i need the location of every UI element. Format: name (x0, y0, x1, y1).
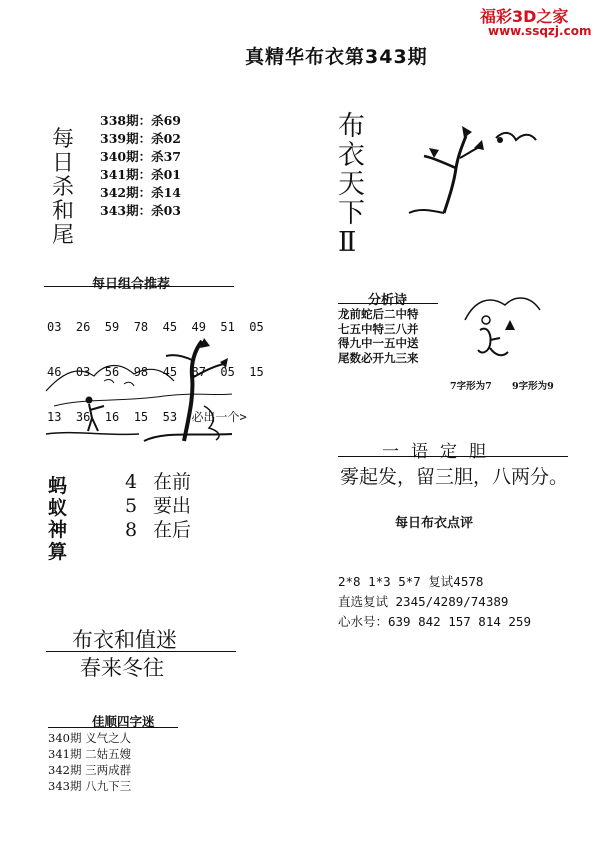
watermark-site-name: 福彩3D之家 (480, 7, 569, 26)
ant-heading: 蚂蚁神算 (48, 475, 68, 563)
four-char-row: 341期 二姑五嫂 (48, 747, 132, 761)
ant-text: 在前 (153, 471, 192, 493)
combo-row: 13 36 16 15 53 必出一个> (47, 410, 247, 424)
landscape-hunter-illustration (44, 336, 234, 446)
kill-item: 340期：杀37 (100, 149, 181, 164)
ant-rows (125, 470, 191, 542)
figure-sketch-illustration (460, 290, 570, 370)
ant-text: 要出 (153, 495, 192, 517)
poem-line: 龙前蛇后二中特 (338, 307, 419, 321)
poem-line: 七五中特三八并 (338, 321, 419, 336)
combo-row: 46 03 56 98 45 87 05 15 (47, 365, 264, 379)
four-char-title: 佳顺四字迷 (92, 714, 155, 729)
review-title: 每日布衣点评 (395, 516, 474, 531)
ant-row (125, 470, 191, 494)
phrase-text: 雾起发，留三胆，八两分。 (340, 466, 569, 488)
kill-item: 339期：杀02 (100, 131, 181, 146)
four-char-row: 343期 八九下三 (48, 779, 132, 793)
kill-item: 338期：杀69 (100, 113, 181, 128)
divider (338, 303, 438, 304)
poem-lines (338, 307, 419, 365)
daily-combo-title: 每日组合推荐 (92, 277, 171, 292)
four-char-rows (48, 730, 131, 794)
ant-number: 5 (125, 495, 138, 517)
four-char-row: 340期 义气之人 (48, 731, 132, 745)
page-title: 真精华布衣第343期 (245, 46, 428, 68)
ant-text: 在后 (153, 519, 192, 541)
kill-item: 341期：杀01 (100, 167, 181, 182)
phrase-title: 一语定胆 (382, 442, 498, 462)
banner-heading: 布衣天下Ⅱ (338, 111, 365, 258)
shape-label: 9字形为9 (512, 381, 554, 392)
kill-item: 342期：杀14 (100, 185, 181, 200)
daily-kill-list (100, 112, 181, 220)
shape-label: 7字形为7 (450, 381, 492, 392)
number-line: 直选复试 2345/4289/74389 (338, 594, 509, 609)
divider (44, 286, 234, 287)
poem-title: 分析诗 (368, 293, 408, 308)
riddle-question: 布衣和值迷 (72, 628, 177, 652)
ant-row (125, 494, 191, 518)
poem-line: 尾数必开九三来 (338, 350, 419, 365)
daily-kill-heading: 每日杀和尾 (52, 127, 75, 248)
four-char-row: 342期 三两成群 (48, 763, 132, 777)
tree-sketch-illustration (404, 118, 549, 218)
ant-row (125, 518, 191, 542)
divider (48, 727, 178, 728)
number-line: 2*8 1*3 5*7 复试4578 (338, 574, 484, 589)
riddle-answer: 春来冬往 (80, 656, 164, 680)
ant-number: 8 (125, 519, 138, 541)
ant-number: 4 (125, 471, 138, 493)
poem-line: 得九中一五中送 (338, 336, 419, 350)
watermark-url: www.ssqzj.com (488, 24, 592, 38)
kill-item: 343期：杀03 (100, 203, 181, 218)
divider (338, 456, 568, 457)
combo-row: 03 26 59 78 45 49 51 05 (47, 320, 264, 334)
number-line: 心水号：639 842 157 814 259 (338, 614, 531, 629)
number-picks (338, 572, 531, 632)
